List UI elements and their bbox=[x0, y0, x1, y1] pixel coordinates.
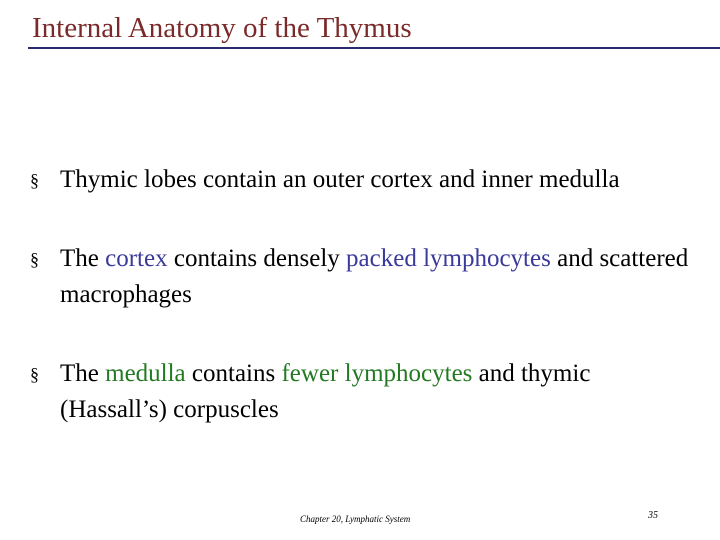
bullet-text-segment: The bbox=[60, 245, 106, 272]
bullet-text-segment: and scattered macrophages bbox=[60, 245, 689, 308]
packed-lymphocytes-highlight: packed lymphocytes bbox=[346, 245, 551, 272]
title-underline bbox=[28, 47, 720, 49]
bullet-item bbox=[30, 356, 690, 428]
page-number: 35 bbox=[648, 510, 658, 521]
fewer-lymphocytes-highlight: fewer lymphocytes bbox=[281, 360, 473, 387]
medulla-highlight: medulla bbox=[105, 360, 186, 387]
bullet-text: Thymic lobes contain an outer cortex and inner medulla bbox=[60, 166, 620, 193]
bullet-marker-icon: § bbox=[30, 170, 39, 190]
bullet-item bbox=[30, 162, 690, 198]
bullet-text-segment: contains densely bbox=[167, 245, 347, 272]
bullet-list bbox=[30, 162, 690, 471]
slide-footer: Chapter 20, Lymphatic System bbox=[300, 514, 411, 524]
bullet-text-segment: The bbox=[60, 360, 106, 387]
bullet-marker-icon: § bbox=[30, 364, 39, 384]
cortex-highlight: cortex bbox=[105, 245, 168, 272]
bullet-text bbox=[60, 360, 590, 423]
bullet-item bbox=[30, 241, 690, 313]
bullet-text bbox=[60, 245, 688, 308]
slide-title: Internal Anatomy of the Thymus bbox=[32, 12, 412, 44]
bullet-text-segment: and thymic (Hassall’s) corpuscles bbox=[60, 360, 591, 423]
bullet-marker-icon: § bbox=[30, 249, 39, 269]
bullet-text-segment: contains bbox=[185, 360, 282, 387]
